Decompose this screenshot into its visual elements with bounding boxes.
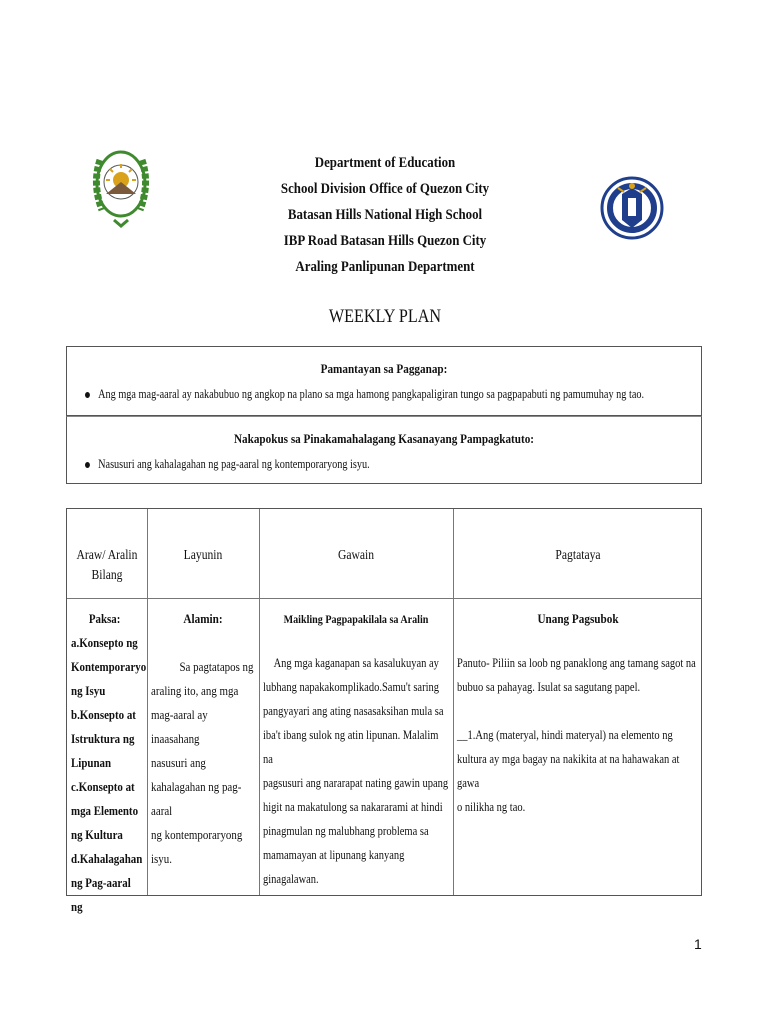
page-number: 1 xyxy=(694,936,702,952)
paksa-line: ng Isyu xyxy=(71,683,106,698)
paksa-line: d.Kahalagahan xyxy=(71,851,143,866)
performance-standard-heading: Pamantayan sa Pagganap: xyxy=(320,361,448,376)
bullet-icon xyxy=(85,392,90,398)
alamin-line: mag-aaral ay inaasahang xyxy=(151,707,208,746)
paksa-line: Istruktura ng xyxy=(71,731,135,746)
alamin-line: ng kontemporaryong xyxy=(151,827,243,842)
paksa-line: a.Konsepto ng xyxy=(71,635,138,650)
gawain-cell xyxy=(263,651,449,891)
header-gawain: Gawain xyxy=(337,547,375,562)
header-line-department: Department of Education xyxy=(314,155,456,171)
paksa-line: Lipunan xyxy=(71,755,112,770)
header-pagtataya: Pagtataya xyxy=(555,547,601,562)
gawain-title: Maikling Pagpapakilala sa Aralin xyxy=(283,612,429,626)
gawain-line: iba't ibang sulok ng atin lipunan. Malalim na xyxy=(263,728,439,766)
gawain-line: mamamayan at lipunang kanyang xyxy=(263,848,405,862)
paksa-line: mga Elemento xyxy=(71,803,139,818)
pagsubok-line: Panuto- Piliin sa loob ng panaklong ang tamang sagot na xyxy=(457,656,696,670)
school-header xyxy=(180,150,590,280)
paksa-line: b.Konsepto at xyxy=(71,707,136,722)
alamin-line: araling ito, ang mga xyxy=(151,683,239,698)
paksa-line: ng Kultura xyxy=(71,827,123,842)
header-line-address: IBP Road Batasan Hills Quezon City xyxy=(283,233,487,249)
paksa-line: ng Pag-aaral ng xyxy=(71,875,131,914)
header-line-school: Batasan Hills National High School xyxy=(287,207,483,223)
alamin-line: kahalagahan ng pag-aaral xyxy=(151,779,242,818)
gawain-line: pangyayari ang ating nasasaksihan mula sa xyxy=(263,704,444,718)
paksa-cell xyxy=(71,607,147,919)
performance-standard-text: Ang mga mag-aaral ay nakabubuo ng angkop na plano sa mga hamong pangkapaligiran tungo sa pagpapabuti ng pamumuhay ng tao. xyxy=(98,387,645,401)
pagsubok-line: o nilikha ng tao. xyxy=(457,800,526,814)
gawain-line: lubhang napakakomplikado.Samu't saring xyxy=(263,680,439,694)
alamin-line: Sa pagtatapos ng xyxy=(179,659,254,674)
gawain-line: pagsusuri ang nararapat nating gawin upang xyxy=(263,776,449,790)
paksa-line: c.Konsepto at xyxy=(71,779,135,794)
gawain-line: higit na makatulong sa nakararami at hindi xyxy=(263,800,443,814)
alamin-cell xyxy=(151,655,253,871)
performance-standard-box xyxy=(66,346,702,416)
weekly-plan-table xyxy=(66,508,702,914)
header-line-division: School Division Office of Quezon City xyxy=(280,181,490,197)
pagsubok-spacer xyxy=(457,699,701,723)
paksa-line: Kontemporaryo xyxy=(71,659,147,674)
header-line-subject-department: Araling Panlipunan Department xyxy=(295,259,475,275)
pagsubok-line: __1.Ang (materyal, hindi materyal) na elemento ng xyxy=(457,728,673,742)
learning-competency-text: Nasusuri ang kahalagahan ng pag-aaral ng kontemporaryong isyu. xyxy=(98,457,370,471)
pagsubok-title: Unang Pagsubok xyxy=(537,611,619,626)
pagsubok-line: kultura ay mga bagay na nakikita at na hahawakan at gawa xyxy=(457,752,680,790)
gawain-line: ginagalawan. xyxy=(263,872,319,886)
pagsubok-cell xyxy=(457,651,701,819)
paksa-title: Paksa: xyxy=(88,611,121,626)
header-araw-aralin: Araw/ Aralin Bilang xyxy=(76,547,138,582)
bullet-icon xyxy=(85,462,90,468)
kagawaran-ng-edukasyon-seal-logo xyxy=(600,150,664,268)
learning-competency-item xyxy=(85,457,370,472)
gawain-line: Ang mga kaganapan sa kasalukuyan ay xyxy=(273,656,439,670)
deped-seal-logo xyxy=(88,140,154,230)
learning-competency-heading: Nakapokus sa Pinakamahalagang Kasanayang Pampagkatuto: xyxy=(233,431,535,446)
learning-competency-box xyxy=(66,416,702,484)
gawain-line: pinagmulan ng malubhang problema sa xyxy=(263,824,429,838)
alamin-line: isyu. xyxy=(151,851,172,866)
pagsubok-line: bubuo sa pahayag. Isulat sa sagutang papel. xyxy=(457,680,641,694)
header-layunin: Layunin xyxy=(183,547,223,562)
alamin-title: Alamin: xyxy=(183,611,223,626)
performance-standard-item xyxy=(85,387,644,402)
alamin-line: nasusuri ang xyxy=(151,755,206,770)
weekly-plan-title: WEEKLY PLAN xyxy=(328,306,442,327)
